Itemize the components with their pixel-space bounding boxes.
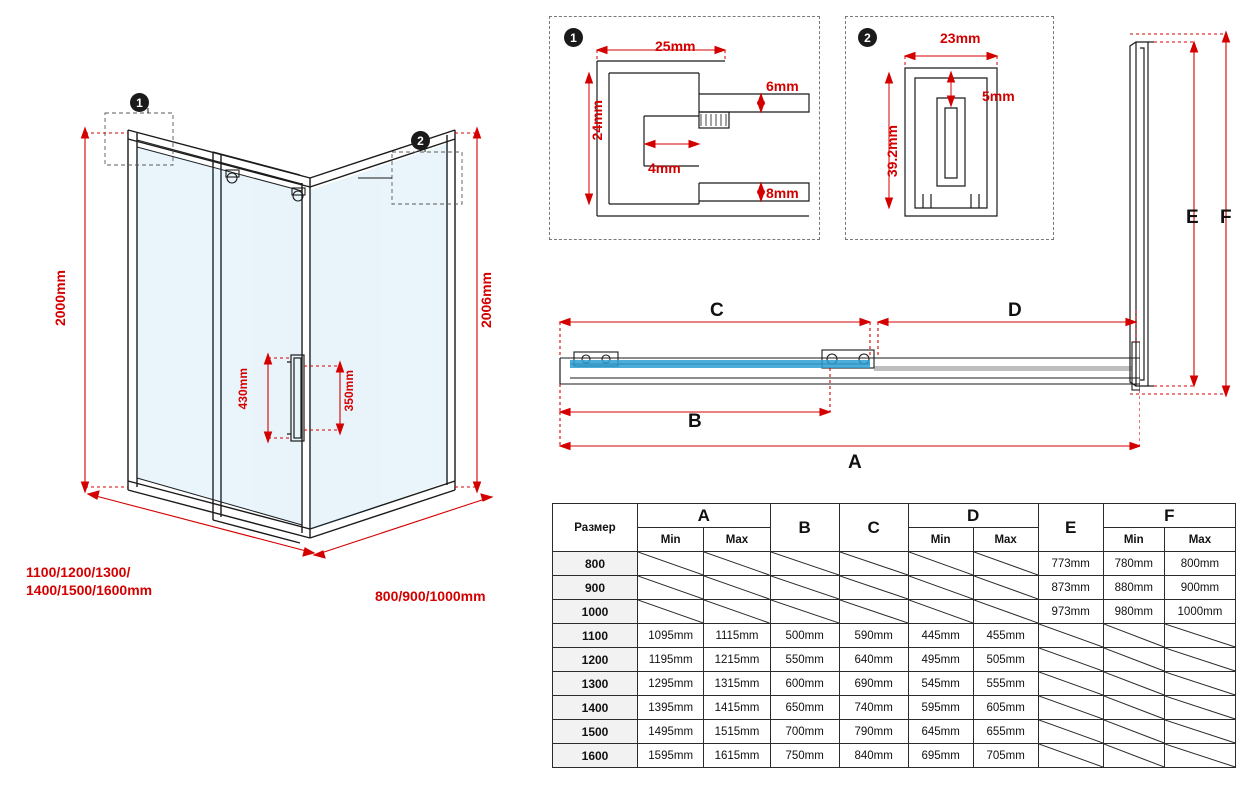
table-cell-c xyxy=(839,576,908,600)
table-group-e: E xyxy=(1038,504,1103,552)
callout-1-main: 1 xyxy=(130,93,149,112)
table-cell-a-min: 1095mm xyxy=(638,624,704,648)
detail-2-dim-392: 39.2mm xyxy=(884,125,900,178)
table-cell-b: 550mm xyxy=(770,648,839,672)
detail-1-dim-25: 25mm xyxy=(655,38,696,54)
table-cell-f-max: 1000mm xyxy=(1164,600,1235,624)
table-row-size: 1000 xyxy=(553,600,638,624)
detail-1-dim-8: 8mm xyxy=(766,185,799,201)
plan-letter-A: A xyxy=(848,452,862,473)
table-cell-d-min: 445mm xyxy=(908,624,973,648)
table-cell-f-max xyxy=(1164,744,1235,768)
table-sub-f-min: Min xyxy=(1103,528,1164,552)
detail-1-dim-6: 6mm xyxy=(766,78,799,94)
table-cell-e xyxy=(1038,624,1103,648)
table-cell-d-min: 695mm xyxy=(908,744,973,768)
table-cell-a-max: 1115mm xyxy=(704,624,770,648)
table-cell-b: 650mm xyxy=(770,696,839,720)
table-sub-d-max: Max xyxy=(973,528,1038,552)
table-cell-d-max: 655mm xyxy=(973,720,1038,744)
table-cell-d-min: 645mm xyxy=(908,720,973,744)
table-cell-d-min xyxy=(908,552,973,576)
table-cell-a-max: 1315mm xyxy=(704,672,770,696)
table-sub-a-min: Min xyxy=(638,528,704,552)
plan-letter-C: C xyxy=(710,300,724,321)
callout-2-detail: 2 xyxy=(858,28,877,47)
table-cell-a-min: 1295mm xyxy=(638,672,704,696)
table-cell-f-max xyxy=(1164,624,1235,648)
table-cell-d-max xyxy=(973,576,1038,600)
table-cell-f-max xyxy=(1164,696,1235,720)
table-group-f: F xyxy=(1103,504,1235,528)
table-cell-d-min: 495mm xyxy=(908,648,973,672)
width-options-line1: 1100/1200/1300/ xyxy=(26,564,131,580)
table-sub-a-max: Max xyxy=(704,528,770,552)
callout-1-detail: 1 xyxy=(564,28,583,47)
dim-handle-width: 350mm xyxy=(342,370,356,412)
table-cell-d-min xyxy=(908,600,973,624)
table-cell-f-min xyxy=(1103,720,1164,744)
side-letter-F: F xyxy=(1220,207,1232,228)
table-cell-c: 690mm xyxy=(839,672,908,696)
table-cell-f-min xyxy=(1103,648,1164,672)
dim-handle-height: 430mm xyxy=(236,368,250,410)
table-cell-f-max: 800mm xyxy=(1164,552,1235,576)
table-row-size: 900 xyxy=(553,576,638,600)
table-group-b: B xyxy=(770,504,839,552)
table-sub-d-min: Min xyxy=(908,528,973,552)
table-group-c: C xyxy=(839,504,908,552)
table-cell-f-min xyxy=(1103,672,1164,696)
plan-letter-D: D xyxy=(1008,300,1022,321)
detail-1-dim-24: 24mm xyxy=(589,100,605,141)
table-cell-a-min xyxy=(638,576,704,600)
table-cell-e: 773mm xyxy=(1038,552,1103,576)
table-cell-f-min: 780mm xyxy=(1103,552,1164,576)
table-cell-b xyxy=(770,576,839,600)
table-cell-e xyxy=(1038,720,1103,744)
table-cell-d-max: 555mm xyxy=(973,672,1038,696)
table-header-row-1 xyxy=(553,504,1236,528)
table-cell-a-min: 1195mm xyxy=(638,648,704,672)
table-group-a: A xyxy=(638,504,771,528)
table-cell-e xyxy=(1038,672,1103,696)
table-cell-a-min xyxy=(638,552,704,576)
table-cell-f-min xyxy=(1103,624,1164,648)
table-cell-d-max xyxy=(973,552,1038,576)
table-row-size: 800 xyxy=(553,552,638,576)
table-row xyxy=(553,648,1236,672)
table-cell-c: 740mm xyxy=(839,696,908,720)
table-corner-label: Размер xyxy=(553,504,638,552)
size-spec-table xyxy=(552,503,1236,768)
table-row-size: 1200 xyxy=(553,648,638,672)
width-options-line2: 1400/1500/1600mm xyxy=(26,581,153,598)
detail-1-dim-4: 4mm xyxy=(648,160,681,176)
table-cell-a-max: 1515mm xyxy=(704,720,770,744)
table-cell-b xyxy=(770,600,839,624)
table-cell-f-min xyxy=(1103,696,1164,720)
table-cell-f-min: 880mm xyxy=(1103,576,1164,600)
table-cell-e: 873mm xyxy=(1038,576,1103,600)
table-cell-c: 840mm xyxy=(839,744,908,768)
table-cell-c: 640mm xyxy=(839,648,908,672)
table-cell-d-min xyxy=(908,576,973,600)
table-group-d: D xyxy=(908,504,1038,528)
table-cell-b: 600mm xyxy=(770,672,839,696)
table-cell-c: 590mm xyxy=(839,624,908,648)
table-cell-f-max: 900mm xyxy=(1164,576,1235,600)
detail-2-dim-23: 23mm xyxy=(940,30,981,46)
table-cell-c xyxy=(839,600,908,624)
main-enclosure-view xyxy=(0,0,545,620)
table-cell-a-max xyxy=(704,600,770,624)
table-cell-f-max xyxy=(1164,672,1235,696)
depth-options-label: 800/900/1000mm xyxy=(375,588,486,604)
table-row xyxy=(553,744,1236,768)
table-cell-c xyxy=(839,552,908,576)
table-cell-e xyxy=(1038,744,1103,768)
table-cell-b: 700mm xyxy=(770,720,839,744)
table-row xyxy=(553,552,1236,576)
table-cell-f-max xyxy=(1164,648,1235,672)
width-options-label xyxy=(26,564,152,599)
plan-letter-B: B xyxy=(688,411,702,432)
table-cell-a-max: 1415mm xyxy=(704,696,770,720)
table-cell-c: 790mm xyxy=(839,720,908,744)
table-cell-d-min: 545mm xyxy=(908,672,973,696)
table-row-size: 1400 xyxy=(553,696,638,720)
table-cell-d-max xyxy=(973,600,1038,624)
table-cell-d-max: 455mm xyxy=(973,624,1038,648)
table-cell-b: 500mm xyxy=(770,624,839,648)
table-row xyxy=(553,696,1236,720)
table-row-size: 1100 xyxy=(553,624,638,648)
table-cell-f-max xyxy=(1164,720,1235,744)
plan-view xyxy=(540,290,1140,490)
detail-2-drawing xyxy=(845,16,1052,238)
table-cell-e xyxy=(1038,696,1103,720)
table-row xyxy=(553,672,1236,696)
table-row xyxy=(553,720,1236,744)
table-cell-a-max: 1615mm xyxy=(704,744,770,768)
table-row xyxy=(553,576,1236,600)
table-sub-f-max: Max xyxy=(1164,528,1235,552)
table-row-size: 1300 xyxy=(553,672,638,696)
table-row-size: 1500 xyxy=(553,720,638,744)
table-cell-a-max xyxy=(704,552,770,576)
detail-2-dim-5: 5mm xyxy=(982,88,1015,104)
table-cell-b xyxy=(770,552,839,576)
dim-height-right: 2006mm xyxy=(478,272,494,329)
table-cell-a-max: 1215mm xyxy=(704,648,770,672)
callout-2-main: 2 xyxy=(411,131,430,150)
table-cell-a-max xyxy=(704,576,770,600)
table-cell-f-min: 980mm xyxy=(1103,600,1164,624)
table-cell-d-max: 605mm xyxy=(973,696,1038,720)
table-cell-a-min: 1495mm xyxy=(638,720,704,744)
table-cell-d-min: 595mm xyxy=(908,696,973,720)
side-letter-E: E xyxy=(1186,207,1199,228)
table-cell-a-min: 1395mm xyxy=(638,696,704,720)
table-cell-a-min: 1595mm xyxy=(638,744,704,768)
table-cell-e xyxy=(1038,648,1103,672)
table-row-size: 1600 xyxy=(553,744,638,768)
table-cell-b: 750mm xyxy=(770,744,839,768)
table-row xyxy=(553,624,1236,648)
table-cell-a-min xyxy=(638,600,704,624)
table-cell-e: 973mm xyxy=(1038,600,1103,624)
table-row xyxy=(553,600,1236,624)
dim-height-left: 2000mm xyxy=(52,270,68,327)
table-cell-d-max: 705mm xyxy=(973,744,1038,768)
table-cell-f-min xyxy=(1103,744,1164,768)
table-cell-d-max: 505mm xyxy=(973,648,1038,672)
